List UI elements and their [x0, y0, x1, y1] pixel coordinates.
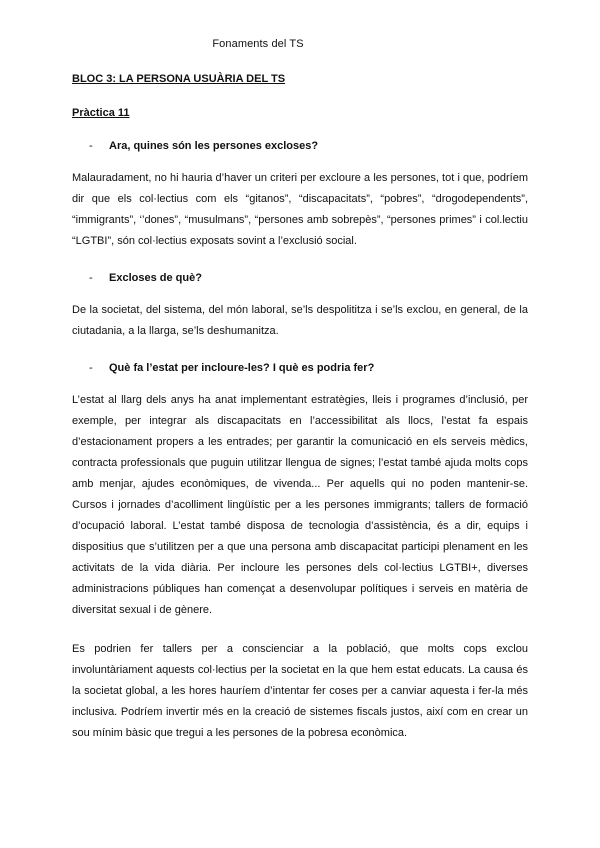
- question-item: [72, 360, 528, 376]
- document-body: [72, 72, 528, 760]
- bloc-title: BLOC 3: LA PERSONA USUÀRIA DEL TS: [72, 73, 286, 85]
- answer-paragraph: L’estat al llarg dels anys ha anat implementant estratègies, lleis i programes d’inclusió, per exemple, per integrar als discapacitats en l’accessibilitat als llocs, l’estat fa espais d’estacionament propers a les entrades; per garantir la comunicació en els serveis mèdics, contracta professionals que puguin utilitzar llengua de signes; l’estat també ajuda molts cops amb menjar, ajudes econòmiques, de vivenda... Per aquells qui no poden mantenir-se. Cursos i jornades d’acolliment lingüístic per a les persones immigrants; tallers de formació d’ocupació laboral. L’estat també disposa de tecnologia d’assistència, és a dir, equips i dispositius que s’utilitzen per a que una persona amb discapacitat participi plenament en les activitats de la vida diària. Per incloure les persones dels col·lectius LGTBI+, diverses administracions públiques han començat a desenvolupar polítiques i serveis en matèria de diversitat sexual i de gènere.: [72, 394, 528, 616]
- question-text: Què fa l’estat per incloure-les? I què es podria fer?: [109, 362, 375, 374]
- question-text: Excloses de què?: [109, 272, 202, 284]
- question-item: [72, 138, 528, 154]
- practica-title: Pràctica 11: [72, 107, 130, 119]
- answer-paragraph: Malauradament, no hi hauria d’haver un criteri per excloure a les persones, tot i que, podríem dir que els col·lectius com els “gitanos”, “discapacitats”, “pobres”, “drogodependents”, “immigrants”, ‘’dones”, “musulmans”, “persones amb sobrepès”, “persones primes” i col.lectiu “LGTBI”, són col·lectius exposats sovint a l’exclusió social.: [72, 172, 528, 247]
- list-dash: -: [89, 362, 93, 374]
- question-text: Ara, quines són les persones excloses?: [109, 140, 319, 152]
- answer-paragraph: Es podrien fer tallers per a conscienciar a la població, que molts cops exclou involuntàriament aquests col·lectius per la societat en la que hem estat educats. La causa és la societat global, a les hores hauríem d’intentar fer coses per a canviar aquesta i fer-la més inclusiva. Podríem invertir més en la creació de sistemes fiscals justos, així com en crear un sou mínim bàsic que tregui a les persones de la pobresa econòmica.: [72, 643, 528, 739]
- question-item: [72, 270, 528, 286]
- list-dash: -: [89, 272, 93, 284]
- list-dash: -: [89, 140, 93, 152]
- page-header: Fonaments del TS: [212, 38, 304, 50]
- answer-paragraph: De la societat, del sistema, del món laboral, se’ls despolititza i se’ls exclou, en general, de la ciutadania, a la llarga, se’ls deshumanitza.: [72, 304, 528, 337]
